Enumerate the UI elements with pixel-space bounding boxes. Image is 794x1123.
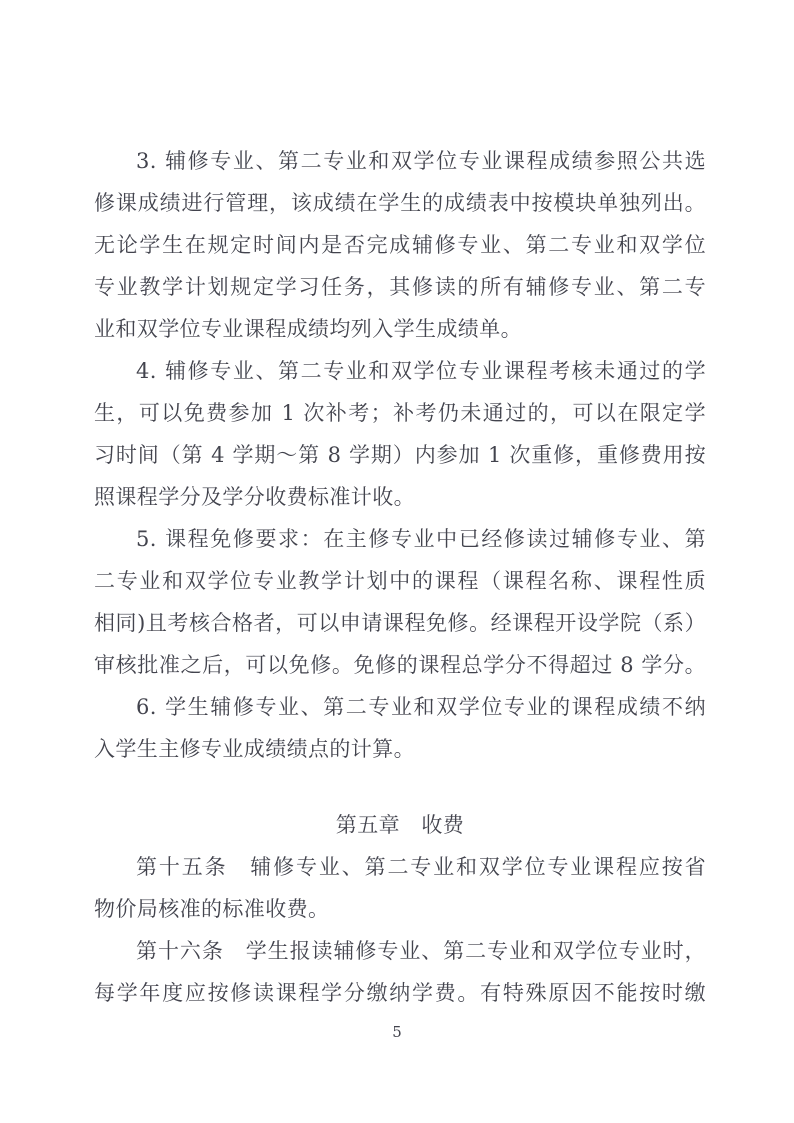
document-text-block — [94, 140, 706, 1014]
text-line: 第十六条 学生报读辅修专业、第二专业和双学位专业时， — [136, 939, 706, 963]
text-line: 二专业和双学位专业教学计划中的课程（课程名称、课程性质 — [94, 569, 706, 593]
text-line: 6. 学生辅修专业、第二专业和双学位专业的课程成绩不纳 — [136, 695, 706, 719]
chapter-heading: 第五章 收费 — [335, 813, 465, 837]
text-line: 4. 辅修专业、第二专业和双学位专业课程考核未通过的学 — [136, 359, 706, 383]
text-line: 入学生主修专业成绩绩点的计算。 — [94, 737, 415, 761]
text-line: 生，可以免费参加 1 次补考；补考仍未通过的，可以在限定学 — [94, 401, 706, 425]
text-line: 专业教学计划规定学习任务，其修读的所有辅修专业、第二专 — [94, 275, 706, 299]
text-line: 相同)且考核合格者，可以申请课程免修。经课程开设学院（系） — [94, 611, 706, 635]
text-line: 审核批准之后，可以免修。免修的课程总学分不得超过 8 学分。 — [94, 653, 706, 677]
text-line: 5. 课程免修要求：在主修专业中已经修读过辅修专业、第 — [136, 527, 706, 551]
text-line: 物价局核准的标准收费。 — [94, 897, 330, 921]
text-line: 修课成绩进行管理，该成绩在学生的成绩表中按模块单独列出。 — [94, 191, 706, 215]
text-line: 无论学生在规定时间内是否完成辅修专业、第二专业和双学位 — [94, 233, 706, 257]
text-line: 业和双学位专业课程成绩均列入学生成绩单。 — [94, 317, 522, 341]
page-number: 5 — [392, 1023, 402, 1041]
text-line — [94, 770, 706, 804]
text-line: 照课程学分及学分收费标准计收。 — [94, 485, 415, 509]
text-line: 3. 辅修专业、第二专业和双学位专业课程成绩参照公共选 — [136, 149, 706, 173]
text-line: 习时间（第 4 学期～第 8 学期）内参加 1 次重修，重修费用按 — [94, 443, 706, 467]
text-line: 第十五条 辅修专业、第二专业和双学位专业课程应按省 — [136, 855, 706, 879]
text-line: 每学年度应按修读课程学分缴纳学费。有特殊原因不能按时缴 — [94, 981, 706, 1005]
